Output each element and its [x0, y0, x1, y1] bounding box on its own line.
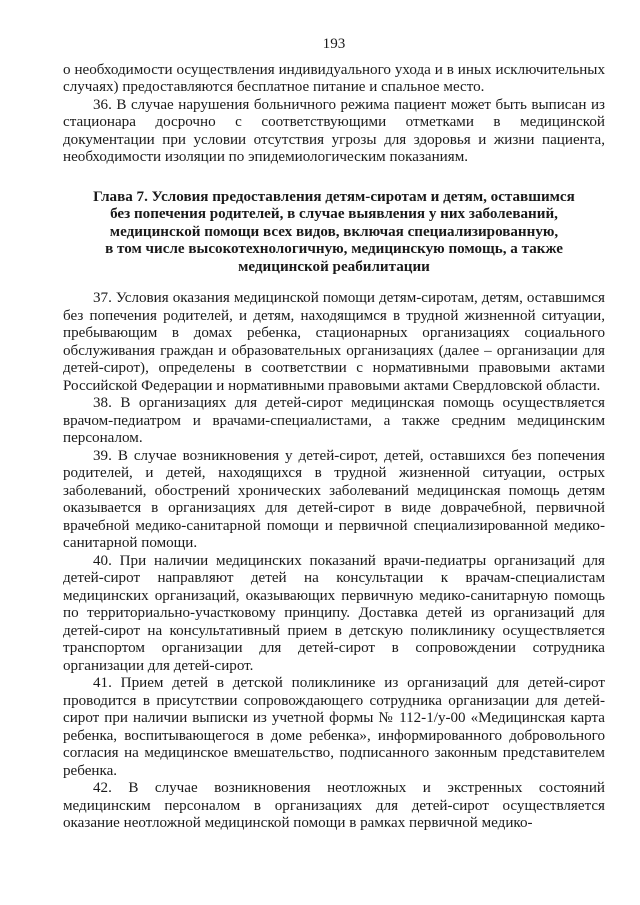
paragraph-41: 41. Прием детей в детской поликлинике из организаций для детей-сирот проводится в присутствии сопровождающего сотрудника организации для детей-сирот при наличии выписки из учетной формы № 112-1/у-00 «Медицинская карта ребенка, воспитывающегося в доме ребенка», информированного добровольного согласия на медицинское вмешательство, подписанного законным представителем ребенка. — [63, 675, 605, 779]
paragraph-40: 40. При наличии медицинских показаний врачи-педиатры организаций для детей-сирот направляют детей на консультации к врачам-специалистам медицинских организаций, оказывающих первичную медико-санитарную помощь по территориально-участковому принципу. Доставка детей из организаций для детей-сирот на консультативный прием в детскую поликлинику осуществляется транспортом организации для детей-сирот в сопровождении сотрудника организации для детей-сирот. — [63, 552, 605, 674]
text-block — [63, 36, 605, 833]
chapter-7-heading: Глава 7. Условия предоставления детям-сиротам и детям, оставшимся без попечения родителей, в случае выявления у них заболеваний, медицинской помощи всех видов, включая специализированную, в том числе высокотехнологичную, медицинскую помощь, а также медицинской реабилитации — [93, 188, 575, 275]
page-number: 193 — [322, 36, 346, 52]
paragraph-39: 39. В случае возникновения у детей-сирот, детей, оставшихся без попечения родителей, и детей, находящихся в трудной жизненной ситуации, острых заболеваний, обострений хронических заболеваний медицинская помощь детям оказывается в организациях для детей-сирот в виде доврачебной, первичной врачебной медико-санитарной помощи и первичной специализированной медико-санитарной помощи. — [63, 447, 605, 551]
paragraph-37: 37. Условия оказания медицинской помощи детям-сиротам, детям, оставшимся без попечения родителей, и детям, находящимся в трудной жизненной ситуации, пребывающим в домах ребенка, стационарных организациях социального обслуживания граждан и образовательных организациях (далее – организации для детей-сирот), определены в соответствии с нормативными правовыми актами Российской Федерации и нормативными правовыми актами Свердловской области. — [63, 290, 605, 394]
paragraph-42: 42. В случае возникновения неотложных и экстренных состояний медицинским персоналом в организациях для детей-сирот осуществляется оказание неотложной медицинской помощи в рамках первичной медико- — [63, 780, 605, 831]
paragraph-intro-continuation: о необходимости осуществления индивидуального ухода и в иных исключительных случаях) предоставляются бесплатное питание и спальное место. — [63, 61, 605, 95]
paragraph-36: 36. В случае нарушения больничного режима пациент может быть выписан из стационара досрочно с соответствующими отметками в медицинской документации при условии отсутствия угрозы для здоровья и жизни пациента, необходимости изоляции по эпидемиологическим показаниям. — [63, 96, 605, 165]
paragraph-38: 38. В организациях для детей-сирот медицинская помощь осуществляется врачом-педиатром и врачами-специалистами, а также средним медицинским персоналом. — [63, 395, 605, 446]
